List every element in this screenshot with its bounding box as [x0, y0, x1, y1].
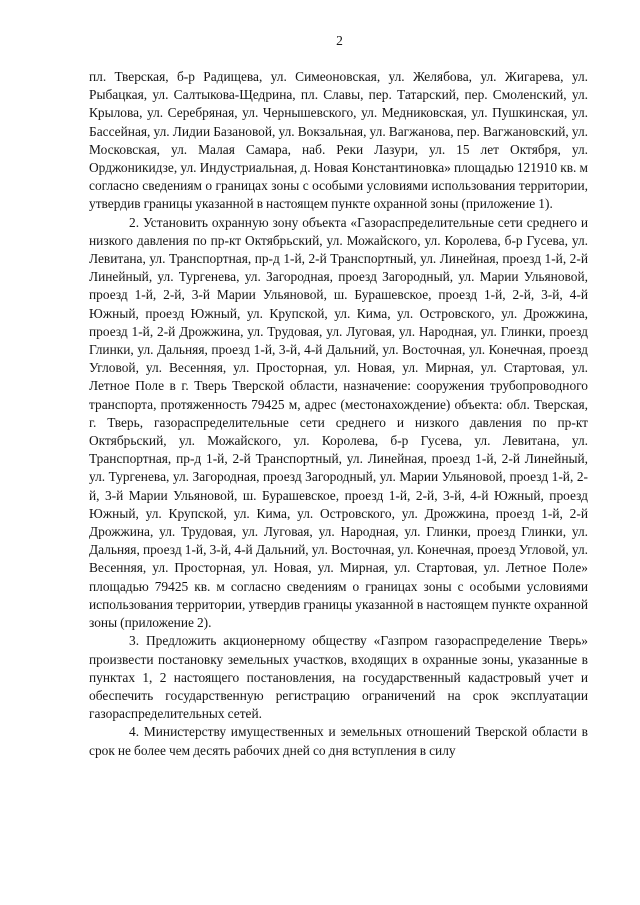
- paragraph-item-4: 4. Министерству имущественных и земельных отношений Тверской области в срок не более чем десять рабочих дней со дня вступления в силу: [89, 724, 588, 758]
- page-number: 2: [336, 33, 343, 48]
- paragraph-continuation-item-1: пл. Тверская, б-р Радищева, ул. Симеоновская, ул. Желябова, ул. Жигарева, ул. Рыбацкая, ул. Салтыкова-Щедрина, пл. Славы, пер. Татарский, пер. Смоленский, ул. Крылова, ул. Серебряная, ул. Чернышевского, ул. Медниковская, ул. Пушкинская, ул. Бассейная, ул. Лидии Базановой, ул. Вокзальная, ул. Вагжанова, пер. Вагжановский, ул. Московская, ул. Малая Самара, наб. Реки Лазури, ул. 15 лет Октября, ул. Орджоникидзе, ул. Индустриальная, д. Новая Константиновка» площадью 121910 кв. м согласно сведениям о границах зоны с особыми условиями использования территории, утвердив границы указанной в настоящем пункте охранной зоны (приложение 1).: [89, 69, 588, 212]
- paragraph-item-3: 3. Предложить акционерному обществу «Газпром газораспределение Тверь» произвести постановку земельных участков, входящих в охранные зоны, указанные в пунктах 1, 2 настоящего постановления, на государственный кадастровый учет и обеспечить государственную регистрацию ограничений на срок эксплуатации газораспределительных сетей.: [89, 633, 588, 722]
- paragraph-item-2: 2. Установить охранную зону объекта «Газораспределительные сети среднего и низкого давления по пр-кт Октябрьский, ул. Можайского, ул. Королева, б-р Гусева, ул. Левитана, ул. Транспортная, пр-д 1-й, 2-й Транспортный, ул. Линейная, проезд 1-й, 2-й Линейный, ул. Тургенева, ул. Загородная, проезд Загородный, ул. Марии Ульяновой, проезд 1-й, 2-й, 3-й Марии Ульяновой, ш. Бурашевское, проезд 1-й, 2-й, 3-й, 4-й Южный, проезд Южный, ул. Крупской, ул. Кима, ул. Островского, ул. Дрожжина, проезд 1-й, 2-й Дрожжина, ул. Трудовая, ул. Луговая, ул. Народная, ул. Глинки, проезд Глинки, ул. Дальняя, проезд 1-й, 3-й, 4-й Дальний, ул. Восточная, ул. Конечная, проезд Угловой, ул. Весенняя, ул. Просторная, ул. Новая, ул. Мирная, ул. Стартовая, ул. Летное Поле в г. Тверь Тверской области, назначение: сооружения трубопроводного транспорта, протяженность 79425 м, адрес (местонахождение) объекта: обл. Тверская, г. Тверь, газораспределительные сети среднего и низкого давления по пр-кт Октябрьский, ул. Можайского, ул. Королева, б-р Гусева, ул. Левитана, ул. Транспортная, пр-д 1-й, 2-й Транспортный, ул. Линейная, проезд 1-й, 2-й Линейный, ул. Тургенева, ул. Загородная, проезд Загородный, ул. Марии Ульяновой, проезд 1-й, 2-й, 3-й Марии Ульяновой, ш. Бурашевское, проезд 1-й, 2-й, 3-й, 4-й Южный, проезд Южный, ул. Крупской, ул. Кима, ул. Островского, ул. Дрожжина, проезд 1-й, 2-й Дрожжина, ул. Трудовая, ул. Луговая, ул. Народная, ул. Глинки, проезд Глинки, ул. Дальняя, проезд 1-й, 3-й, 4-й Дальний, ул. Восточная, ул. Конечная, проезд Угловой, ул. Весенняя, ул. Просторная, ул. Новая, ул. Мирная, ул. Стартовая, ул. Летное Поле» площадью 79425 кв. м согласно сведениям о границах зоны с особыми условиями использования территории, утвердив границы указанной в настоящем пункте охранной зоны (приложение 2).: [89, 214, 588, 631]
